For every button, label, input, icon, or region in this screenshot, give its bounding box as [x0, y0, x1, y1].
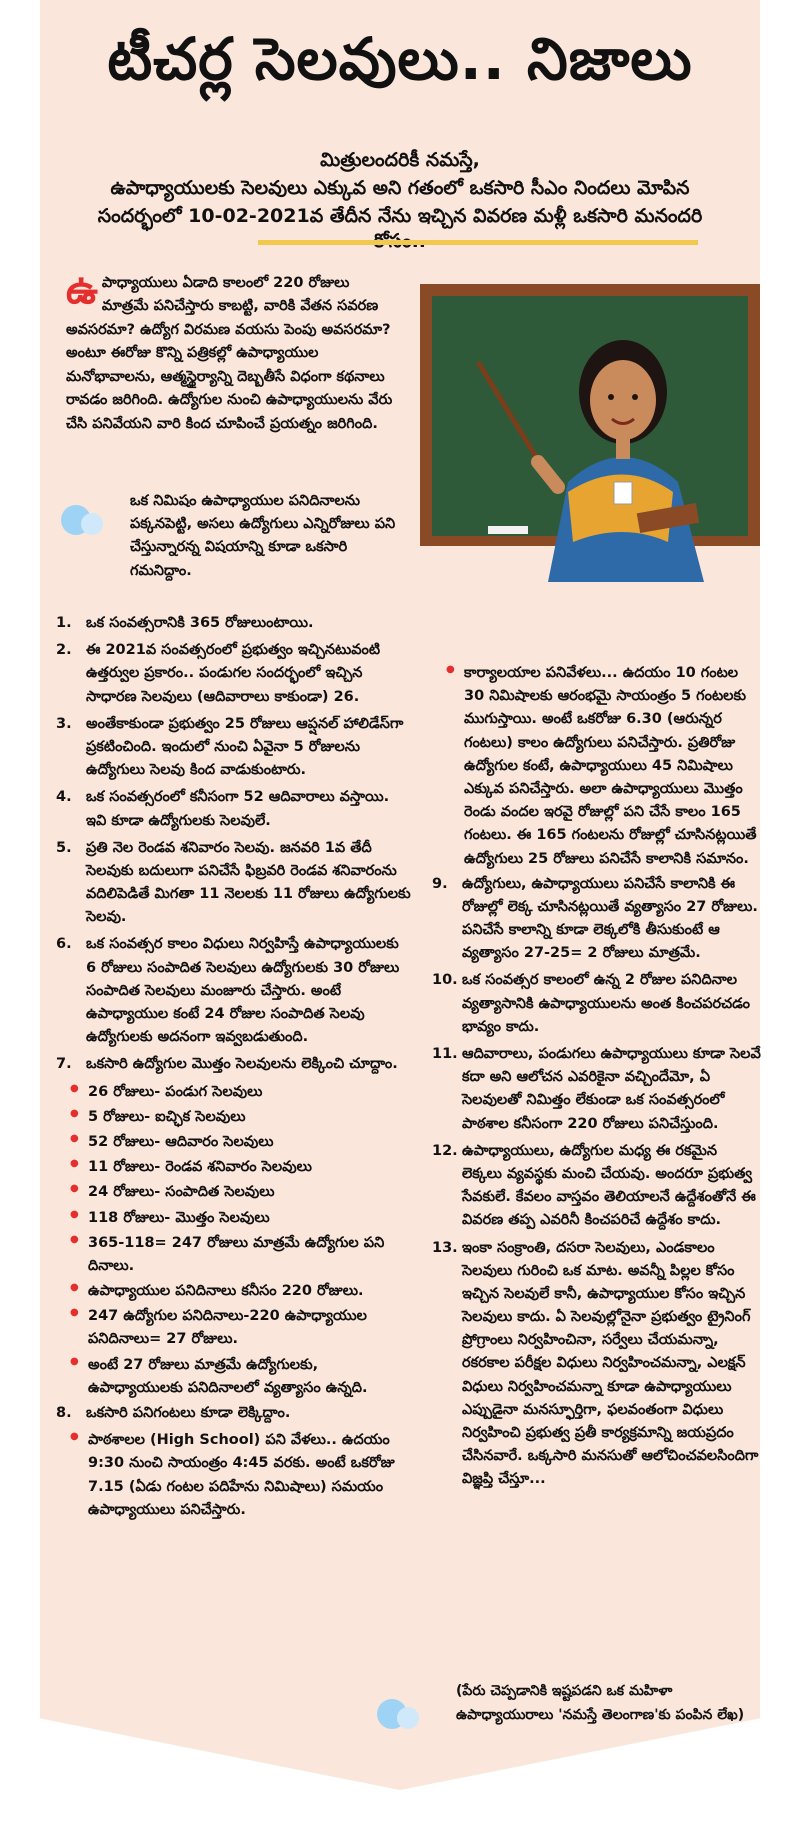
- teacher-illustration: [418, 282, 762, 582]
- item-text: ఒక సంవత్సర కాలం విధులు నిర్వహిస్తే ఉపాధ్యాయులకు 6 రోజులు సంపాదిత సెలవులు ఉద్యోగులకు 30 రోజులు సంపాదిత సెలవులు మంజూరు చేస్తారు. అంటే ఉపాధ్యాయుల కంటే 24 రోజుల సంపాదిత సెలవు ఉద్యోగులకు అదనంగా ఇవ్వబడుతుంది.: [86, 936, 400, 1046]
- item-text: ఈ 2021వ సంవత్సరంలో ప్రభుత్వం ఇచ్చినటువంటి ఉత్తర్వుల ప్రకారం.. పండుగల సందర్భంలో ఇచ్చిన సాధారణ సెలవులు (ఆదివారాలు కాకుండా) 26.: [86, 642, 381, 705]
- item-number: 13.: [432, 1239, 458, 1256]
- bullet-item: ● అంటే 27 రోజులు మాత్రమే ఉద్యోగులకు, ఉపాధ్యాయులకు పనిదినాలలో వ్యత్యాసం ఉన్నది.: [66, 1354, 411, 1400]
- item-text: ఒకసారి ఉద్యోగుల మొత్తం సెలవులను లెక్కించి చూద్దాం.: [86, 1056, 398, 1073]
- item-text: ఉపాధ్యాయులు, ఉద్యోగుల మధ్య ఈ రకమైన లెక్కలు వ్యవస్థకు మంచి చేయవు. అందరూ ప్రభుత్వ సేవకులే. కేవలం వాస్తవం తెలియాలనే ఉద్దేశంతోనే ఈ వివరణ తప్ప ఎవరినీ కించపరిచే ఉద్దేశం కాదు.: [462, 1142, 756, 1229]
- list-item: [432, 969, 762, 1039]
- item-number: 5.: [56, 839, 72, 856]
- id-card: [614, 482, 632, 504]
- item-number: 9.: [432, 875, 448, 892]
- list-item: [56, 837, 411, 930]
- list-item: [432, 1237, 762, 1492]
- bullet-item: ● 26 రోజులు- పండుగ సెలవులు: [66, 1081, 411, 1104]
- bullet-item: ● 11 రోజులు- రెండవ శనివారం సెలవులు: [66, 1156, 411, 1179]
- intro-paragraph: [66, 267, 396, 436]
- bullet-item: ● కార్యాలయాల పనివేళలు... ఉదయం 10 గంటల 30 నిమిషాలకు ఆరంభమై సాయంత్రం 5 గంటలకు ముగుస్తాయి. అంటే ఒకరోజు 6.30 (ఆరున్నర గంటలు) కాలం ఉద్యోగులు పనిచేస్తారు. ప్రతిరోజు ఉద్యోగుల కంటే, ఉపాధ్యాయులు 45 నిమిషాలు ఎక్కువ పనిచేస్తారు. అలా ఉపాధ్యాయులు మొత్తం రెండు వందల ఇరవై రోజుల్లో పని చేసే కాలం 165 గంటలు. ఈ 165 గంటలను రోజుల్లో చూసినట్లయితే ఉద్యోగులు 25 రోజులు పనిచేసే కాలానికి సమానం.: [442, 662, 762, 871]
- item-number: 2.: [56, 642, 72, 659]
- item-text: ఇంకా సంక్రాంతి, దసరా సెలవులు, ఎండకాలం సెలవులు గురించి ఒక మాట. అవన్నీ పిల్లల కోసం ఇచ్చిన సెలవులే కానీ, ఉపాధ్యాయుల కోసం ఇచ్చిన సెలవులు కాదు. ఏ సెలవుల్లోనైనా ప్రభుత్వం ట్రైనింగ్ ప్రోగ్రాంలు నిర్వహించినా, సర్వేలు చేయమన్నా, రకరకాల పరీక్షల విధులు నిర్వహించమన్నా, ఎలక్షన్ విధులు నిర్వహించమన్నా కూడా ఉపాధ్యాయులు ఎప్పుడైనా మనస్ఫూర్తిగా, ఫలవంతంగా విధులు నిర్వహించి ప్రభుత్వ ప్రతీ కార్యక్రమాన్ని జయప్రదం చేసినవారే. ఒక్కసారి మనసుతో ఆలోచించవలసిందిగా విజ్ఞప్తి చేస్తూ...: [462, 1239, 759, 1488]
- list-item: [56, 639, 411, 709]
- item-number: 7.: [56, 1056, 72, 1073]
- list-item: [432, 1140, 762, 1233]
- list-item: [56, 1053, 411, 1076]
- item-number: 12.: [432, 1142, 458, 1159]
- bullet-item: ● 247 ఉద్యోగుల పనిదినాలు-220 ఉపాధ్యాయుల పనిదినాలు= 27 రోజులు.: [66, 1305, 411, 1351]
- list-item: [432, 1043, 762, 1136]
- bullet-item: ● పాఠశాలల (High School) పని వేళలు.. ఉదయం 9:30 నుంచి సాయంత్రం 4:45 వరకు. అంటే ఒకరోజు 7.15 (ఏడు గంటల పదిహేను నిమిషాలు) సమయం ఉపాధ్యాయులు పనిచేస్తారు.: [66, 1429, 411, 1522]
- item-text: ఒక సంవత్సర కాలంలో ఉన్న 2 రోజుల పనిదినాల వ్యత్యాసానికి ఉపాధ్యాయులను అంత కించపరచడం భావ్యం కాదు.: [462, 972, 751, 1035]
- subtitle-line-3: సందర్భంలో 10-02-2021వ తేదీన నేను ఇచ్చిన వివరణ మళ్లీ ఒకసారి మనందరి: [97, 205, 703, 227]
- item-number: 4.: [56, 789, 72, 806]
- greeting: మిత్రులందరికీ నమస్తే,: [320, 149, 480, 171]
- list-item: [56, 1402, 411, 1425]
- speech-bubble-icon: [374, 1694, 424, 1734]
- bullet-item: ● 365-118= 247 రోజులు మాత్రమే ఉద్యోగుల పని దినాలు.: [66, 1232, 411, 1278]
- item-text: ప్రతి నెల రెండవ శనివారం సెలవు. జనవరి 1వ తేదీ సెలవుకు బదులుగా పనిచేసే ఫిబ్రవరి రెండవ శనివారంను వదిలిపెడితే మిగతా 11 నెలలకు 11 రోజులు ఉద్యోగులకు సెలవు.: [86, 839, 411, 926]
- page-title: టీచర్ల సెలవులు.. నిజాలు: [107, 25, 693, 93]
- list-item: [56, 786, 411, 832]
- list-item: [56, 612, 411, 635]
- left-column: [56, 612, 411, 1524]
- intro-text: పాధ్యాయులు ఏడాది కాలంలో 220 రోజులు మాత్రమే పనిచేస్తారు కాబట్టి, వారికి వేతన సవరణ అవసరమా? ఉద్యోగ విరమణ వయసు పెంపు అవసరమా? అంటూ ఈరోజు కొన్ని పత్రికల్లో ఉపాధ్యాయుల మనోభావాలను, ఆత్మస్థైర్యాన్ని దెబ్బతీసే విధంగా కథనాలు రావడం జరిగింది. ఉద్యోగుల నుంచి ఉపాధ్యాయులను వేరు చేసి పనివేయని వారి కింద చూపించే ప్రయత్నం జరిగింది.: [66, 275, 393, 432]
- item-number: 10.: [432, 972, 458, 989]
- list-item: [56, 933, 411, 1049]
- title-underline: [258, 240, 698, 245]
- bullet-item: ● 118 రోజులు- మొత్తం సెలవులు: [66, 1207, 411, 1230]
- item-text: అంతేకాకుండా ప్రభుత్వం 25 రోజులు ఆప్షనల్ హాలిడేస్‌గా ప్రకటించింది. ఇందులో నుంచి ఏవైనా 5 రోజులను ఉద్యోగులు సెలవు కింద వాడుకుంటారు.: [86, 715, 404, 779]
- list-item: [432, 873, 762, 966]
- face: [590, 360, 656, 440]
- author-credit: (పేరు చెప్పడానికి ఇష్టపడని ఒక మహిళా ఉపాధ్యాయురాలు 'నమస్తే తెలంగాణ'కు పంపిన లేఖ): [456, 1683, 745, 1723]
- bullet-item: ● 5 రోజులు- ఐచ్ఛిక సెలవులు: [66, 1106, 411, 1129]
- callout-text: ఒక నిమిషం ఉపాధ్యాయుల పనిదినాలను పక్కనపెట్టి, అసలు ఉద్యోగులు ఎన్నిరోజులు పని చేస్తున్నారన్న విషయాన్ని కూడా ఒకసారి గమనిద్దాం.: [130, 493, 396, 579]
- speech-bubble-icon: [58, 500, 108, 540]
- item-text: ఒకసారి పనిగంటలు కూడా లెక్కిద్దాం.: [86, 1405, 291, 1421]
- bullet-item: ● 24 రోజులు- సంపాదిత సెలవులు: [66, 1181, 411, 1204]
- item-text: ఆదివారాలు, పండుగలు ఉపాధ్యాయులు కూడా సెలవే కదా అని ఆలోచన ఎవరికైనా వచ్చిందేమో, ఏ సెలవులతో నిమిత్తం లేకుండా ఒక సంవత్సరంలో పాఠశాల కనీసంగా 220 రోజులు పనిచేస్తుంది.: [462, 1046, 761, 1132]
- dropcap: ఉ: [66, 267, 98, 313]
- right-column: [432, 662, 762, 1496]
- item-number: 1.: [56, 615, 72, 631]
- item-number: 6.: [56, 936, 72, 953]
- list-item: [56, 713, 411, 783]
- item-number: 11.: [432, 1046, 458, 1062]
- item-text: ఒక సంవత్సరానికి 365 రోజులుంటాయి.: [86, 615, 314, 631]
- bullet-item: ● 52 రోజులు- ఆదివారం సెలవులు: [66, 1131, 411, 1154]
- subtitle-line-2: ఉపాధ్యాయులకు సెలవులు ఎక్కువ అని గతంలో ఒకసారి సీఎం నిందలు మోపిన: [110, 177, 690, 199]
- item-text: ఉద్యోగులు, ఉపాధ్యాయులు పనిచేసే కాలానికి ఈ రోజుల్లో లెక్క చూసినట్లయితే వ్యత్యాసం 27 రోజులు. పనిచేసే కాలాన్ని కూడా లెక్కలోకి తీసుకుంటే ఆ వ్యత్యాసం 27-25= 2 రోజులు మాత్రమే.: [462, 875, 758, 962]
- item-text: ఒక సంవత్సరంలో కనీసంగా 52 ఆదివారాలు వస్తాయి. ఇవి కూడా ఉద్యోగులకు సెలవులే.: [86, 789, 390, 829]
- item-number: 3.: [56, 715, 72, 732]
- item-number: 8.: [56, 1405, 72, 1421]
- bullet-item: ● ఉపాధ్యాయుల పనిదినాలు కనీసం 220 రోజులు.: [66, 1280, 411, 1303]
